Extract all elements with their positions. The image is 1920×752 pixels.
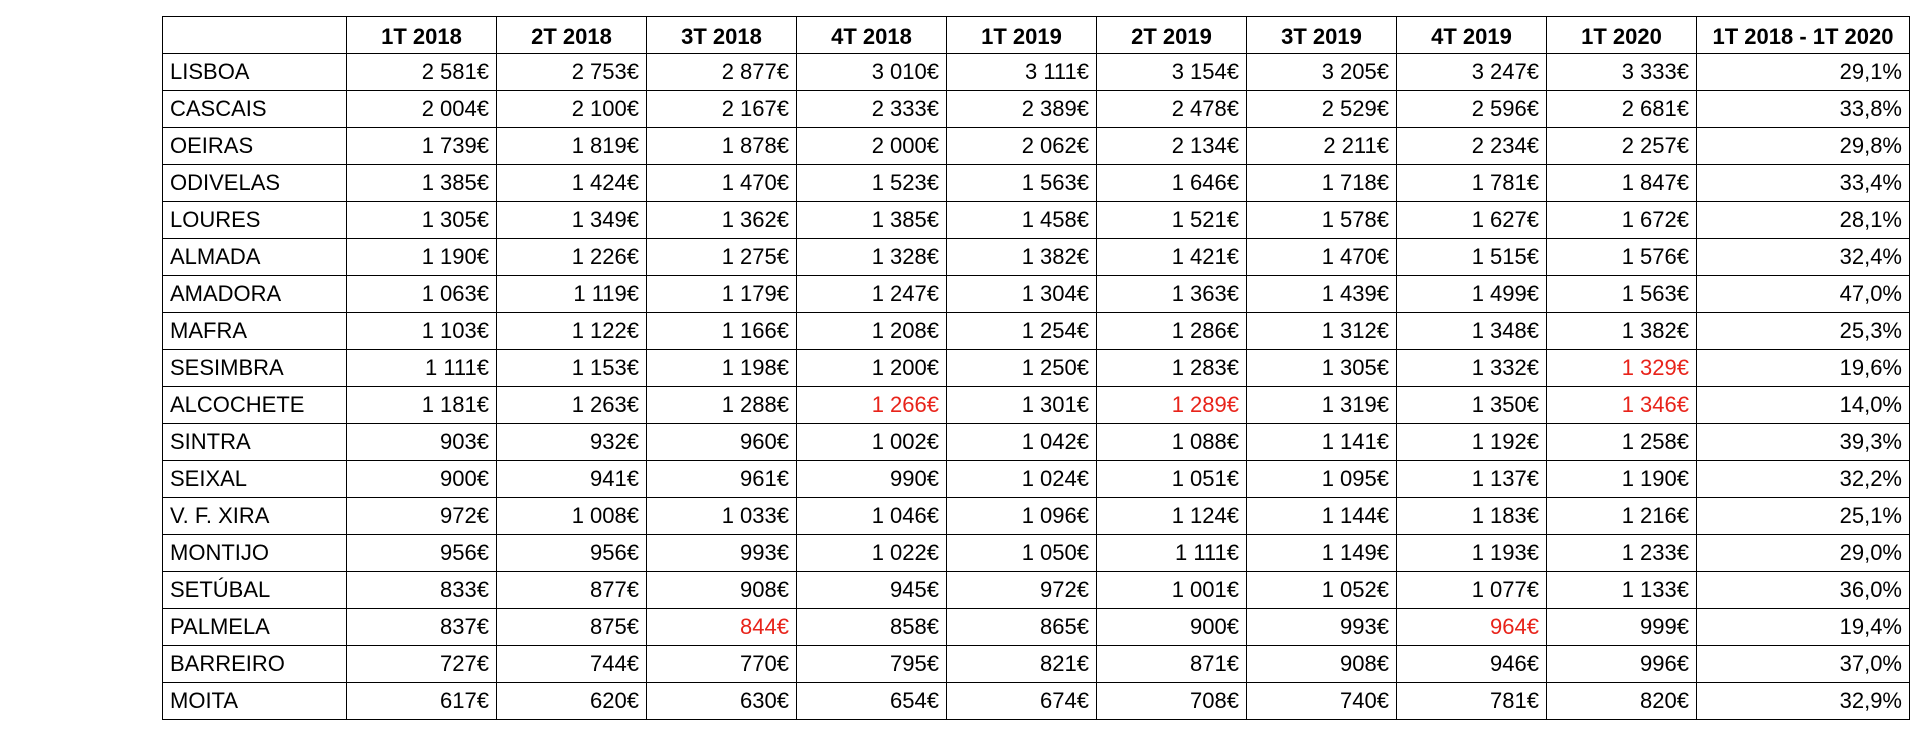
price-cell: 795€ [797, 646, 947, 683]
price-cell: 1 672€ [1547, 202, 1697, 239]
price-cell: 2 333€ [797, 91, 947, 128]
price-cell: 1 382€ [947, 239, 1097, 276]
table-row [163, 572, 1910, 609]
price-cell: 1 179€ [647, 276, 797, 313]
change-cell: 37,0% [1697, 646, 1910, 683]
price-cell: 1 088€ [1097, 424, 1247, 461]
price-cell: 1 847€ [1547, 165, 1697, 202]
price-cell: 993€ [1247, 609, 1397, 646]
price-cell-decrease: 1 289€ [1097, 387, 1247, 424]
price-cell: 727€ [347, 646, 497, 683]
price-cell: 900€ [347, 461, 497, 498]
price-cell: 1 233€ [1547, 535, 1697, 572]
price-cell: 946€ [1397, 646, 1547, 683]
change-cell: 36,0% [1697, 572, 1910, 609]
price-cell: 1 576€ [1547, 239, 1697, 276]
change-cell: 19,4% [1697, 609, 1910, 646]
price-cell: 3 333€ [1547, 54, 1697, 91]
price-cell: 871€ [1097, 646, 1247, 683]
table-row [163, 609, 1910, 646]
price-cell: 1 312€ [1247, 313, 1397, 350]
price-cell: 1 002€ [797, 424, 947, 461]
price-cell: 820€ [1547, 683, 1697, 720]
price-cell: 1 133€ [1547, 572, 1697, 609]
column-header: 2T 2018 [497, 17, 647, 54]
price-cell: 1 362€ [647, 202, 797, 239]
price-cell: 1 122€ [497, 313, 647, 350]
column-header: 4T 2018 [797, 17, 947, 54]
table-row [163, 387, 1910, 424]
rent-table [162, 16, 1910, 720]
price-cell: 1 208€ [797, 313, 947, 350]
price-cell: 674€ [947, 683, 1097, 720]
price-cell: 1 819€ [497, 128, 647, 165]
change-cell: 39,3% [1697, 424, 1910, 461]
price-cell: 1 124€ [1097, 498, 1247, 535]
city-cell: LOURES [163, 202, 347, 239]
city-cell: SEIXAL [163, 461, 347, 498]
price-cell: 993€ [647, 535, 797, 572]
price-cell: 1 051€ [1097, 461, 1247, 498]
header-row [163, 17, 1910, 54]
price-cell: 2 100€ [497, 91, 647, 128]
price-cell: 3 247€ [1397, 54, 1547, 91]
price-cell: 972€ [347, 498, 497, 535]
table-row [163, 128, 1910, 165]
price-cell: 1 349€ [497, 202, 647, 239]
price-cell: 2 389€ [947, 91, 1097, 128]
price-cell: 1 304€ [947, 276, 1097, 313]
price-cell: 1 350€ [1397, 387, 1547, 424]
change-cell: 32,9% [1697, 683, 1910, 720]
price-cell: 821€ [947, 646, 1097, 683]
city-cell: BARREIRO [163, 646, 347, 683]
price-cell: 961€ [647, 461, 797, 498]
price-cell: 999€ [1547, 609, 1697, 646]
price-cell: 1 046€ [797, 498, 947, 535]
price-cell: 1 200€ [797, 350, 947, 387]
price-cell: 2 877€ [647, 54, 797, 91]
change-cell: 32,2% [1697, 461, 1910, 498]
price-cell: 1 119€ [497, 276, 647, 313]
price-cell: 2 134€ [1097, 128, 1247, 165]
price-cell: 1 521€ [1097, 202, 1247, 239]
price-cell: 1 063€ [347, 276, 497, 313]
table-row [163, 646, 1910, 683]
price-cell: 1 563€ [947, 165, 1097, 202]
price-cell: 1 001€ [1097, 572, 1247, 609]
price-cell: 1 305€ [347, 202, 497, 239]
price-cell: 1 033€ [647, 498, 797, 535]
price-cell: 3 111€ [947, 54, 1097, 91]
price-cell: 1 198€ [647, 350, 797, 387]
price-cell: 1 254€ [947, 313, 1097, 350]
table-row [163, 239, 1910, 276]
price-cell: 1 328€ [797, 239, 947, 276]
price-cell: 1 646€ [1097, 165, 1247, 202]
city-cell: OEIRAS [163, 128, 347, 165]
price-cell: 1 382€ [1547, 313, 1697, 350]
price-cell: 1 424€ [497, 165, 647, 202]
table-row [163, 683, 1910, 720]
price-cell: 908€ [647, 572, 797, 609]
price-cell: 1 627€ [1397, 202, 1547, 239]
change-cell: 32,4% [1697, 239, 1910, 276]
price-cell: 1 103€ [347, 313, 497, 350]
city-cell: SINTRA [163, 424, 347, 461]
column-header: 3T 2018 [647, 17, 797, 54]
city-cell: ALMADA [163, 239, 347, 276]
price-cell: 1 042€ [947, 424, 1097, 461]
city-cell: MAFRA [163, 313, 347, 350]
city-cell: SETÚBAL [163, 572, 347, 609]
price-cell: 1 193€ [1397, 535, 1547, 572]
price-cell: 1 008€ [497, 498, 647, 535]
price-cell: 1 183€ [1397, 498, 1547, 535]
price-cell: 1 166€ [647, 313, 797, 350]
change-cell: 28,1% [1697, 202, 1910, 239]
price-cell: 1 258€ [1547, 424, 1697, 461]
price-cell: 960€ [647, 424, 797, 461]
price-cell: 1 216€ [1547, 498, 1697, 535]
price-cell: 1 077€ [1397, 572, 1547, 609]
change-cell: 33,4% [1697, 165, 1910, 202]
price-cell: 2 681€ [1547, 91, 1697, 128]
price-cell: 617€ [347, 683, 497, 720]
change-cell: 29,1% [1697, 54, 1910, 91]
change-cell: 47,0% [1697, 276, 1910, 313]
price-cell: 1 578€ [1247, 202, 1397, 239]
corner-cell [163, 17, 347, 54]
price-cell: 1 348€ [1397, 313, 1547, 350]
price-cell: 1 523€ [797, 165, 947, 202]
price-cell: 941€ [497, 461, 647, 498]
column-header: 1T 2019 [947, 17, 1097, 54]
price-cell: 744€ [497, 646, 647, 683]
city-cell: SESIMBRA [163, 350, 347, 387]
price-cell: 740€ [1247, 683, 1397, 720]
price-cell: 1 458€ [947, 202, 1097, 239]
price-cell: 837€ [347, 609, 497, 646]
price-cell: 1 247€ [797, 276, 947, 313]
price-cell-decrease: 844€ [647, 609, 797, 646]
price-cell: 1 181€ [347, 387, 497, 424]
price-cell: 1 144€ [1247, 498, 1397, 535]
price-cell: 1 286€ [1097, 313, 1247, 350]
price-cell: 770€ [647, 646, 797, 683]
price-cell: 3 154€ [1097, 54, 1247, 91]
price-cell: 875€ [497, 609, 647, 646]
price-cell: 1 332€ [1397, 350, 1547, 387]
table-body [163, 54, 1910, 720]
price-cell: 833€ [347, 572, 497, 609]
price-cell: 1 563€ [1547, 276, 1697, 313]
table-row [163, 350, 1910, 387]
price-cell: 996€ [1547, 646, 1697, 683]
price-cell: 1 052€ [1247, 572, 1397, 609]
price-cell: 2 211€ [1247, 128, 1397, 165]
price-cell: 1 275€ [647, 239, 797, 276]
table-row [163, 165, 1910, 202]
change-cell: 25,3% [1697, 313, 1910, 350]
table-row [163, 535, 1910, 572]
city-cell: PALMELA [163, 609, 347, 646]
price-cell: 1 024€ [947, 461, 1097, 498]
price-cell: 1 149€ [1247, 535, 1397, 572]
table-row [163, 91, 1910, 128]
price-cell: 1 022€ [797, 535, 947, 572]
price-cell: 908€ [1247, 646, 1397, 683]
city-cell: V. F. XIRA [163, 498, 347, 535]
price-cell: 1 385€ [347, 165, 497, 202]
table-row [163, 202, 1910, 239]
price-cell: 903€ [347, 424, 497, 461]
price-cell-decrease: 964€ [1397, 609, 1547, 646]
price-cell: 1 385€ [797, 202, 947, 239]
change-cell: 19,6% [1697, 350, 1910, 387]
price-cell: 1 141€ [1247, 424, 1397, 461]
price-cell: 1 718€ [1247, 165, 1397, 202]
price-cell: 2 062€ [947, 128, 1097, 165]
price-cell: 1 153€ [497, 350, 647, 387]
table-row [163, 461, 1910, 498]
price-cell: 858€ [797, 609, 947, 646]
price-cell: 1 319€ [1247, 387, 1397, 424]
column-header: 3T 2019 [1247, 17, 1397, 54]
price-cell: 990€ [797, 461, 947, 498]
city-cell: MOITA [163, 683, 347, 720]
change-cell: 29,0% [1697, 535, 1910, 572]
table-row [163, 313, 1910, 350]
price-cell: 1 439€ [1247, 276, 1397, 313]
table-row [163, 498, 1910, 535]
price-cell: 1 363€ [1097, 276, 1247, 313]
price-cell: 900€ [1097, 609, 1247, 646]
price-cell: 945€ [797, 572, 947, 609]
city-cell: AMADORA [163, 276, 347, 313]
price-cell: 2 529€ [1247, 91, 1397, 128]
price-cell-decrease: 1 346€ [1547, 387, 1697, 424]
city-cell: CASCAIS [163, 91, 347, 128]
city-cell: MONTIJO [163, 535, 347, 572]
price-cell: 1 050€ [947, 535, 1097, 572]
column-header: 2T 2019 [1097, 17, 1247, 54]
table-row [163, 424, 1910, 461]
price-cell: 1 781€ [1397, 165, 1547, 202]
change-cell: 14,0% [1697, 387, 1910, 424]
price-cell-decrease: 1 329€ [1547, 350, 1697, 387]
price-cell: 1 470€ [647, 165, 797, 202]
price-cell: 1 137€ [1397, 461, 1547, 498]
price-cell: 2 000€ [797, 128, 947, 165]
price-cell: 1 111€ [347, 350, 497, 387]
price-cell-decrease: 1 266€ [797, 387, 947, 424]
price-cell: 2 753€ [497, 54, 647, 91]
price-cell: 1 421€ [1097, 239, 1247, 276]
price-cell: 1 499€ [1397, 276, 1547, 313]
column-header: 4T 2019 [1397, 17, 1547, 54]
price-cell: 2 257€ [1547, 128, 1697, 165]
price-cell: 2 596€ [1397, 91, 1547, 128]
price-cell: 1 301€ [947, 387, 1097, 424]
price-cell: 1 190€ [1547, 461, 1697, 498]
table-row [163, 276, 1910, 313]
price-cell: 1 263€ [497, 387, 647, 424]
price-cell: 1 192€ [1397, 424, 1547, 461]
price-cell: 708€ [1097, 683, 1247, 720]
price-cell: 3 205€ [1247, 54, 1397, 91]
city-cell: ODIVELAS [163, 165, 347, 202]
city-cell: ALCOCHETE [163, 387, 347, 424]
price-cell: 1 190€ [347, 239, 497, 276]
price-cell: 630€ [647, 683, 797, 720]
price-cell: 620€ [497, 683, 647, 720]
price-cell: 2 167€ [647, 91, 797, 128]
price-cell: 1 226€ [497, 239, 647, 276]
price-cell: 1 515€ [1397, 239, 1547, 276]
price-cell: 2 234€ [1397, 128, 1547, 165]
price-cell: 956€ [497, 535, 647, 572]
price-cell: 1 096€ [947, 498, 1097, 535]
price-cell: 3 010€ [797, 54, 947, 91]
column-header: 1T 2018 [347, 17, 497, 54]
price-cell: 1 111€ [1097, 535, 1247, 572]
price-cell: 1 878€ [647, 128, 797, 165]
price-cell: 1 250€ [947, 350, 1097, 387]
city-cell: LISBOA [163, 54, 347, 91]
price-cell: 2 004€ [347, 91, 497, 128]
price-cell: 654€ [797, 683, 947, 720]
table-row [163, 54, 1910, 91]
price-cell: 1 739€ [347, 128, 497, 165]
price-cell: 1 095€ [1247, 461, 1397, 498]
price-cell: 2 478€ [1097, 91, 1247, 128]
price-cell: 1 470€ [1247, 239, 1397, 276]
change-cell: 25,1% [1697, 498, 1910, 535]
column-header: 1T 2018 - 1T 2020 [1697, 17, 1910, 54]
change-cell: 33,8% [1697, 91, 1910, 128]
price-cell: 865€ [947, 609, 1097, 646]
change-cell: 29,8% [1697, 128, 1910, 165]
price-cell: 877€ [497, 572, 647, 609]
price-cell: 932€ [497, 424, 647, 461]
price-cell: 972€ [947, 572, 1097, 609]
price-cell: 2 581€ [347, 54, 497, 91]
price-cell: 1 288€ [647, 387, 797, 424]
price-cell: 1 283€ [1097, 350, 1247, 387]
price-cell: 1 305€ [1247, 350, 1397, 387]
column-header: 1T 2020 [1547, 17, 1697, 54]
price-cell: 781€ [1397, 683, 1547, 720]
price-cell: 956€ [347, 535, 497, 572]
